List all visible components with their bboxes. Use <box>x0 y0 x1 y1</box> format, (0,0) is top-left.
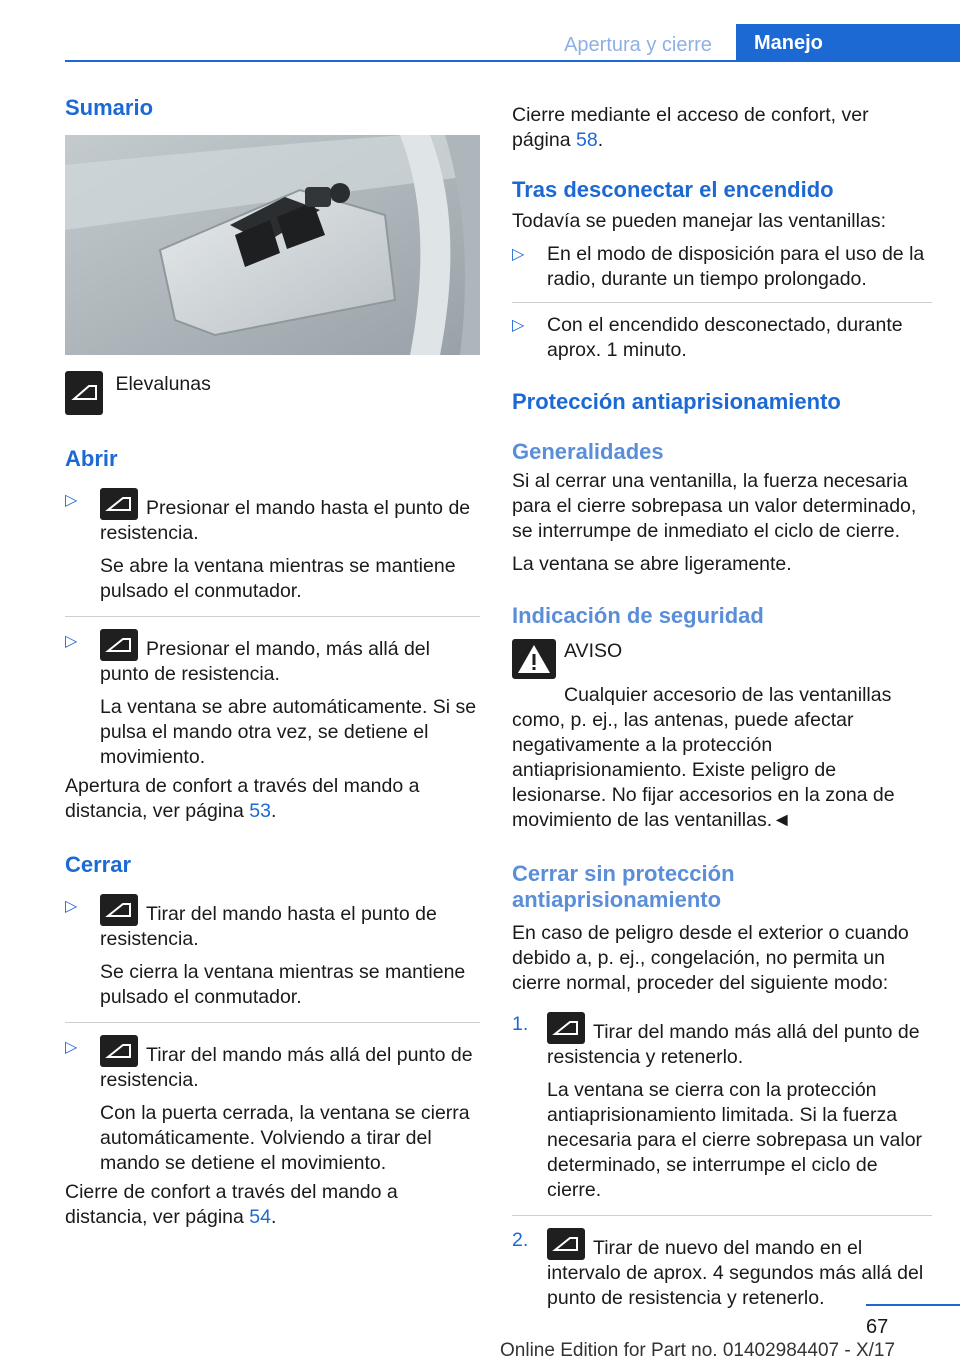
divider <box>512 1215 932 1216</box>
warning-text: Cualquier accesorio de las ventanillas como, p. ej., las antenas, puede afectar negativamente a la protección antiaprisionamiento. Existe peligro de lesionarse. No fijar accesorios en la zona de movimiento de las ventanillas.◄ <box>512 684 895 831</box>
step1-sub: La ventana se cierra con la protección antiaprisionamiento limitada. Si la fuerza necesaria para el cierre sobrepasa un valor determinado, se interrumpe el ciclo de cierre. <box>547 1079 923 1201</box>
divider <box>65 1022 480 1023</box>
list-item <box>65 629 480 770</box>
footer-rule <box>866 1304 960 1306</box>
window-switch-icon <box>100 894 138 926</box>
close-step1-text: Tirar del mando hasta el punto de resistencia. <box>100 903 437 950</box>
close-step1-sub: Se cierra la ventana mientras se mantiene pulsado el conmutador. <box>100 961 466 1008</box>
page-number: 67 <box>866 1316 889 1338</box>
right-column <box>512 95 932 1311</box>
no-pinch-heading: Cerrar sin protección antiaprisionamiento <box>512 861 735 912</box>
page-header <box>0 0 960 62</box>
page-link-58[interactable]: 58 <box>575 129 598 151</box>
list-marker: ▷ <box>512 246 525 263</box>
general-paragraph-2: La ventana se abre ligeramente. <box>512 553 792 575</box>
page-link-54[interactable]: 54 <box>249 1206 271 1228</box>
divider <box>512 302 932 303</box>
after-ignition-item2: Con el encendido desconectado, durante aprox. 1 minuto. <box>547 314 903 361</box>
chapter-tab[interactable]: Manejo <box>736 24 960 62</box>
close-comfort-text: Cierre de confort a través del mando a distancia, ver página <box>65 1181 398 1228</box>
list-marker: ▷ <box>512 317 525 334</box>
after-ignition-intro: Todavía se pueden manejar las ventanillas: <box>512 210 886 232</box>
list-item <box>512 313 932 363</box>
window-switch-icon <box>100 629 138 661</box>
comfort-access-text: Cierre mediante el acceso de confort, ver página <box>512 104 869 151</box>
warning-box <box>512 639 932 683</box>
open-step2-text: Presionar el mando, más allá del punto de resistencia. <box>100 638 430 685</box>
list-item <box>512 1012 932 1203</box>
section-tab[interactable]: Apertura y cierre <box>564 34 712 56</box>
step1-text: Tirar del mando más allá del punto de resistencia y retenerlo. <box>547 1021 920 1068</box>
list-item <box>65 488 480 604</box>
window-switch-photo <box>65 135 480 355</box>
window-switch-icon <box>100 488 138 520</box>
pinch-protection-heading: Protección antiaprisionamiento <box>512 389 841 414</box>
safety-heading: Indicación de seguridad <box>512 603 764 628</box>
switch-legend-label: Elevalunas <box>115 373 211 395</box>
list-marker: ▷ <box>65 492 78 509</box>
list-item <box>512 242 932 292</box>
open-step1-sub: Se abre la ventana mientras se mantiene pulsado el conmutador. <box>100 555 456 602</box>
page-link-53[interactable]: 53 <box>249 800 271 822</box>
left-column <box>65 95 480 1230</box>
divider <box>65 616 480 617</box>
after-ignition-heading: Tras desconectar el encendido <box>512 177 834 202</box>
warning-icon <box>512 639 556 679</box>
close-heading: Cerrar <box>65 852 132 877</box>
window-switch-icon <box>547 1012 585 1044</box>
list-item <box>65 894 480 1010</box>
close-step2-sub: Con la puerta cerrada, la ventana se cierra automáticamente. Volviendo a tirar del mando se detiene el movimiento. <box>100 1102 470 1174</box>
window-switch-icon <box>100 1035 138 1067</box>
warning-title: AVISO <box>564 640 623 662</box>
switch-legend <box>65 371 480 416</box>
open-comfort-paragraph: Apertura de confort a través del mando a distancia, ver página 53. <box>65 775 420 822</box>
list-item <box>512 1228 932 1311</box>
general-paragraph: Si al cerrar una ventanilla, la fuerza necesaria para el cierre sobrepasa un valor determinado, se interrumpe de inmediato el ciclo de cierre. <box>512 470 917 542</box>
edition-note: Online Edition for Part no. 01402984407 - X/17 <box>500 1340 896 1361</box>
list-marker: ▷ <box>65 633 78 650</box>
close-step2-text: Tirar del mando más allá del punto de resistencia. <box>100 1044 473 1091</box>
close-comfort-paragraph: Cierre de confort a través del mando a distancia, ver página 54. <box>65 1181 398 1228</box>
window-switch-icon <box>65 371 103 415</box>
summary-heading: Sumario <box>65 95 154 120</box>
step2-text: Tirar de nuevo del mando en el intervalo de aprox. 4 segundos más allá del punto de resistencia y retenerlo. <box>547 1237 924 1309</box>
open-step2-sub: La ventana se abre automáticamente. Si se pulsa el mando otra vez, se detiene el movimiento. <box>100 696 477 768</box>
after-ignition-item1: En el modo de disposición para el uso de la radio, durante un tiempo prolongado. <box>547 243 925 290</box>
open-comfort-text: Apertura de confort a través del mando a distancia, ver página <box>65 775 420 822</box>
comfort-access-paragraph: Cierre mediante el acceso de confort, ver página 58. <box>512 104 869 151</box>
list-marker: ▷ <box>65 898 78 915</box>
open-step1-text: Presionar el mando hasta el punto de resistencia. <box>100 497 471 544</box>
window-switch-icon <box>547 1228 585 1260</box>
open-heading: Abrir <box>65 446 118 471</box>
no-pinch-intro: En caso de peligro desde el exterior o cuando debido a, p. ej., congelación, no permita un cierre normal, proceder del siguiente modo: <box>512 922 909 994</box>
list-item <box>65 1035 480 1176</box>
list-marker: ▷ <box>65 1039 78 1056</box>
general-heading: Generalidades <box>512 439 664 464</box>
header-rule <box>65 60 960 62</box>
step-number: 1. <box>512 1013 529 1035</box>
step-number: 2. <box>512 1229 529 1251</box>
